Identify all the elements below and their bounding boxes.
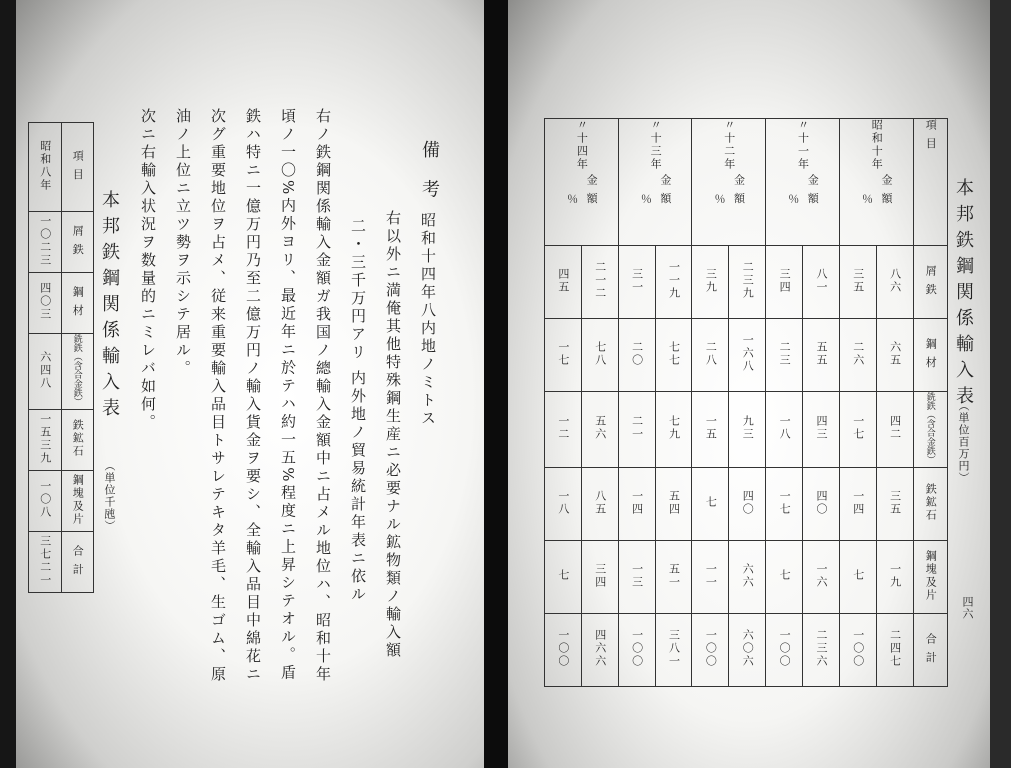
table-cell [618,614,655,687]
scan-edge [990,0,1011,768]
left-table-year-cell [29,123,62,212]
left-table-item: 屑 鉄 [71,224,85,257]
amount-header: 金 額 [879,174,893,206]
table-cell [618,319,655,392]
remarks-line: 次ニ右輸入状況ヲ数量的ニミレバ如何。 [139,108,157,432]
percent-value: 一八 [556,489,570,516]
amount-value: 四三 [814,415,828,441]
remarks-line: 次グ重要地位ヲ占メ、従来重要輸入品目トサレテキタ羊毛、生ゴム、原 [209,108,227,684]
amount-value: 八一 [814,267,828,294]
amount-value: 六五 [888,340,902,367]
table-cell [803,541,840,614]
amount-value: 五六 [593,415,607,441]
remarks-line: 右ノ鉄鋼関係輸入金額ガ我国ノ總輸入金額中ニ占メル地位ハ、昭和十年 [314,108,332,684]
amount-value: 二三九 [741,261,755,300]
left-table-item-header: 項 目 [71,149,85,182]
table-cell [61,410,94,471]
percent-value: 一七 [778,489,792,516]
row-item: 合 計 [924,632,938,665]
item-header: 項 目 [924,119,938,151]
amount-value: 八六 [888,267,902,294]
amount-value: 四六六 [593,629,607,668]
table-cell [29,410,62,471]
table-cell [803,246,840,319]
amount-value: 七八 [593,340,607,367]
table-cell [839,614,876,687]
percent-value: 七 [778,569,792,582]
amount-value: 四二 [888,415,902,441]
table-cell [655,541,692,614]
percent-value: 七 [851,569,865,582]
amount-value: 一六八 [741,334,755,373]
table-cell [876,392,913,468]
table-cell [618,392,655,468]
table-cell [692,392,729,468]
table-cell [876,319,913,392]
table-cell [913,246,947,319]
amount-value: 六〇六 [741,629,755,668]
percent-value: 二三 [778,340,792,367]
table-cell [729,541,766,614]
year-label: 〃十四年 [575,119,589,171]
table-cell [839,392,876,468]
percent-header: ％ [860,192,874,206]
page-number: 四六 [961,596,974,620]
table-cell [29,212,62,273]
percent-value: 三九 [704,267,718,294]
left-data-table [28,122,94,593]
table-cell [581,468,618,541]
left-table-item: 鋼塊及片 [71,473,85,526]
table-cell [839,541,876,614]
remarks-line: 油ノ上位ニ立ツ勢ヲ示シテ居ル。 [174,108,192,378]
amount-value: 一一九 [667,261,681,300]
table-cell [692,541,729,614]
table-cell [618,541,655,614]
amount-value: 六六 [741,562,755,589]
year-header-cell [692,119,766,246]
table-cell [803,468,840,541]
table-cell [655,246,692,319]
percent-value: 一四 [851,489,865,516]
year-label: 〃十一年 [796,119,810,171]
table-cell [803,319,840,392]
table-cell [29,334,62,410]
amount-value: 五四 [667,489,681,516]
remarks-line: 昭和十四年八内地ノミトス [419,212,437,428]
table-cell [29,273,62,334]
percent-value: 二六 [851,340,865,367]
row-item: 鉄鉱石 [924,483,938,522]
item-header-cell [913,119,947,246]
percent-value: 一五 [704,415,718,441]
percent-value: 四五 [556,267,570,294]
table-cell [913,319,947,392]
table-cell [581,614,618,687]
remarks-heading: 備 考 [419,140,440,206]
table-cell [61,334,94,410]
left-table-unit: （単位千瓲） [103,460,116,532]
table-cell [729,319,766,392]
left-table-item: 鉄鉱石 [71,419,85,458]
table-cell [692,246,729,319]
amount-value: 七七 [667,340,681,367]
percent-value: 一二 [556,415,570,441]
table-cell [913,614,947,687]
table-cell [545,614,582,687]
table-cell [729,392,766,468]
amount-value: 三五 [888,489,902,516]
table-cell [61,471,94,532]
left-table-value: 一〇八 [38,480,52,519]
table-cell [61,212,94,273]
remarks-line: 二・三千万円アリ 内外地ノ貿易統計年表ニ依ル [349,218,367,604]
percent-value: 一八 [778,415,792,441]
table-cell [545,246,582,319]
amount-header: 金 額 [806,174,820,206]
amount-value: 七九 [667,415,681,441]
table-cell [29,532,62,593]
table-cell [581,392,618,468]
table-cell [581,319,618,392]
table-cell [913,468,947,541]
percent-value: 七 [556,569,570,582]
amount-value: 五五 [814,340,828,367]
table-cell [692,319,729,392]
table-cell [729,468,766,541]
table-cell [655,468,692,541]
left-table-item-header-cell [61,123,94,212]
amount-value: 二四七 [888,629,902,668]
amount-value: 三八一 [667,629,681,668]
table-cell [913,392,947,468]
right-data-table [544,118,948,687]
table-cell [545,541,582,614]
table-cell [29,471,62,532]
table-cell [876,468,913,541]
amount-value: 一六 [814,562,828,589]
amount-header: 金 額 [658,174,672,206]
percent-value: 二〇 [630,340,644,367]
percent-value: 一七 [556,340,570,367]
table-cell [61,273,94,334]
table-cell [839,468,876,541]
remarks-line: 鉄ハ特ニ一億万円乃至二億万円ノ輸入貨金ヲ要シ、全輸入品目中綿花ニ [244,108,262,684]
table-cell [729,614,766,687]
percent-value: 一〇〇 [851,629,865,668]
table-cell [655,614,692,687]
book-spine [484,0,508,768]
remarks-line: 頃ノ一〇%内外ヨリ、最近年ニ於テハ約一五%程度ニ上昇シテオル。盾 [279,108,297,683]
table-cell [766,614,803,687]
amount-value: 四〇 [741,489,755,516]
left-table-value: 四〇三 [38,282,52,321]
left-table-item: 鋼 材 [71,285,85,318]
percent-value: 七 [704,496,718,509]
left-table-item: 銑鉄（含合金鉄） [71,334,82,406]
year-header-cell [545,119,619,246]
percent-value: 一一 [704,562,718,589]
percent-value: 一三 [630,562,644,589]
percent-value: 三五 [851,267,865,294]
left-table-item: 合 計 [71,544,85,577]
amount-value: 五一 [667,562,681,589]
left-table-year: 昭和八年 [38,139,52,192]
table-cell [839,319,876,392]
amount-header: 金 額 [732,174,746,206]
amount-value: 二一二 [593,261,607,300]
table-cell [803,392,840,468]
table-cell [766,541,803,614]
percent-value: 一〇〇 [704,629,718,668]
year-label: 昭和十年 [870,119,884,171]
row-item: 鋼塊及片 [924,549,938,602]
remarks-line: 右以外ニ満俺其他特殊鋼生産ニ必要ナル鉱物類ノ輸入額 [384,210,402,660]
table-cell [618,468,655,541]
percent-header: ％ [713,192,727,206]
percent-value: 二一 [630,415,644,441]
right-table-title: 本邦鉄鋼関係輸入表 [953,178,974,412]
left-table-value: 一五三九 [38,412,52,465]
table-cell [618,246,655,319]
amount-value: 八五 [593,489,607,516]
table-cell [876,246,913,319]
amount-header: 金 額 [585,174,599,206]
amount-value: 一九 [888,562,902,589]
right-table-unit: （単位百万円） [957,400,970,484]
percent-value: 一〇〇 [778,629,792,668]
percent-value: 一〇〇 [630,629,644,668]
table-cell [803,614,840,687]
percent-header: ％ [639,192,653,206]
table-cell [545,392,582,468]
table-cell [766,392,803,468]
table-cell [766,319,803,392]
percent-value: 一〇〇 [556,629,570,668]
year-label: 〃十二年 [722,119,736,171]
row-item: 銑鉄（含合金鉄） [924,392,935,464]
amount-value: 二三六 [814,629,828,668]
table-cell [913,541,947,614]
row-item: 鋼 材 [924,337,938,370]
table-cell [766,468,803,541]
year-header-cell [618,119,692,246]
left-table-value: 一〇二三 [38,214,52,267]
left-table-title: 本邦鉄鋼関係輸入表 [99,190,120,424]
amount-value: 九三 [741,415,755,441]
percent-header: ％ [786,192,800,206]
table-cell [839,246,876,319]
year-header-cell [839,119,913,246]
percent-value: 一四 [630,489,644,516]
table-cell [61,532,94,593]
percent-value: 三一 [630,267,644,294]
table-cell [581,541,618,614]
table-cell [655,319,692,392]
amount-value: 三四 [593,562,607,589]
table-cell [692,614,729,687]
table-cell [581,246,618,319]
year-header-cell [766,119,840,246]
amount-value: 四〇 [814,489,828,516]
table-cell [545,319,582,392]
percent-value: 二八 [704,340,718,367]
table-cell [545,468,582,541]
percent-header: ％ [565,192,579,206]
left-table-value: 六四八 [38,350,52,390]
left-table-value: 三七二一 [38,534,52,587]
year-label: 〃十三年 [649,119,663,171]
table-cell [876,614,913,687]
table-cell [876,541,913,614]
table-cell [655,392,692,468]
row-item: 屑 鉄 [924,264,938,297]
table-cell [766,246,803,319]
table-cell [729,246,766,319]
percent-value: 三四 [778,267,792,294]
percent-value: 一七 [851,415,865,441]
table-cell [692,468,729,541]
